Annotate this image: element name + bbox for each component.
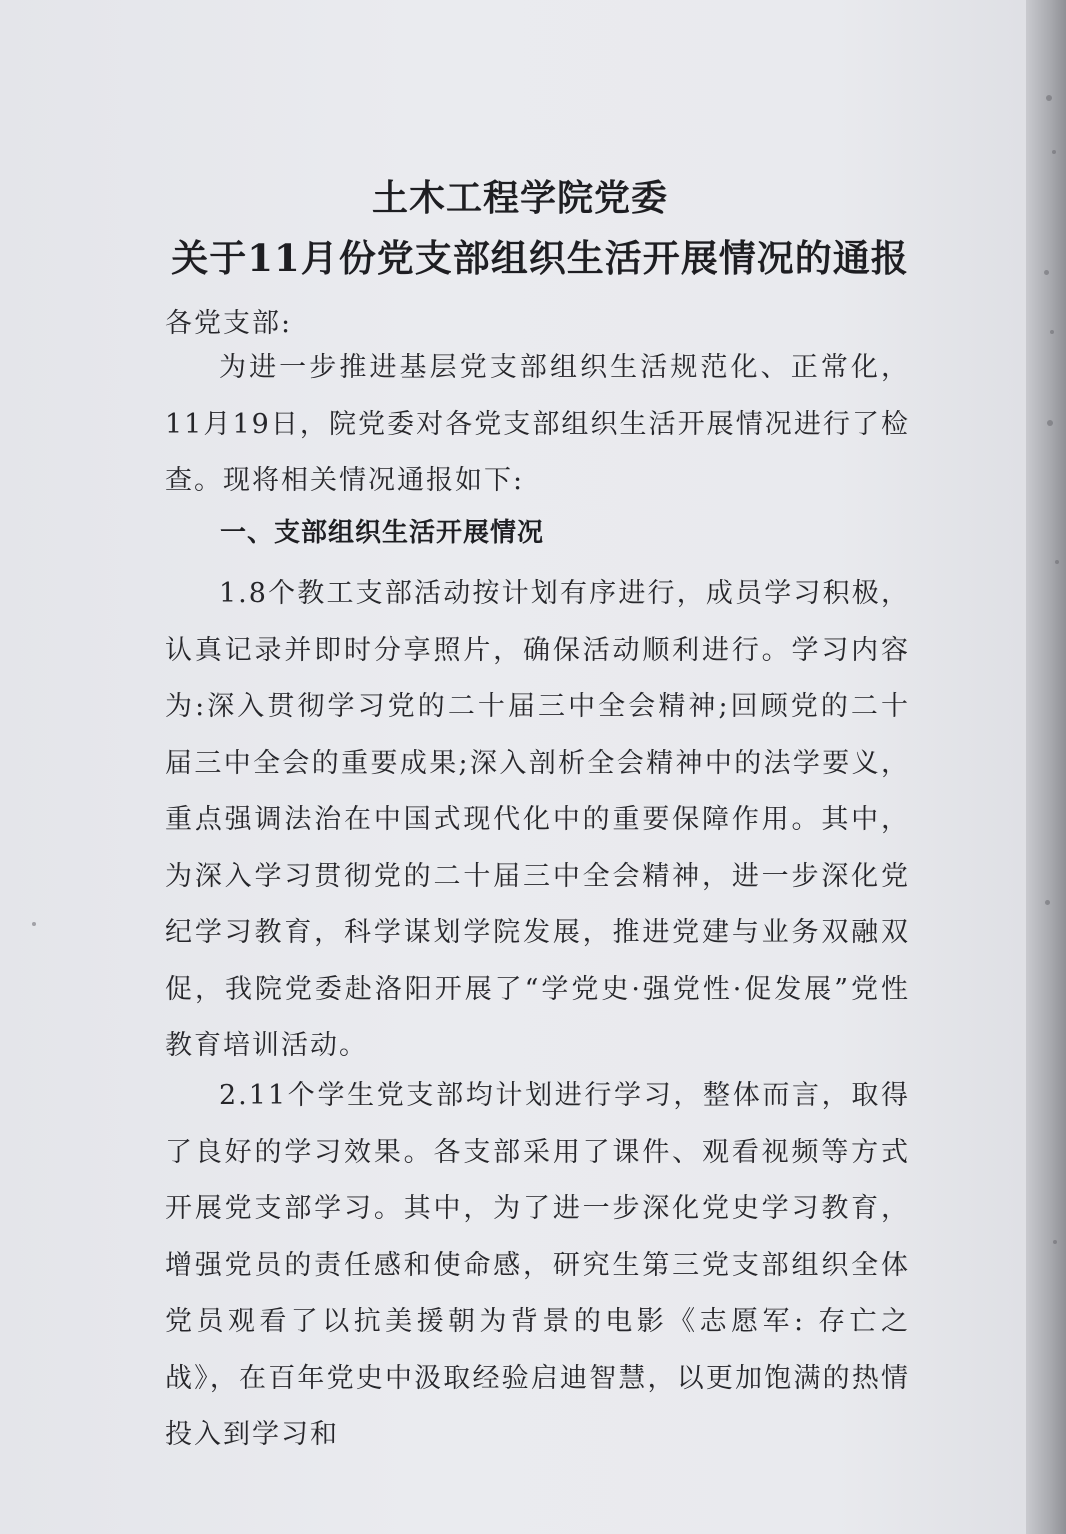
item-1-paragraph: [165, 566, 910, 1075]
paper-speck: [1045, 900, 1050, 905]
section-heading-1: 一、支部组织生活开展情况: [220, 518, 545, 548]
paper-speck: [1050, 330, 1054, 334]
intro-paragraph: [165, 340, 910, 510]
paper-speck: [1052, 150, 1056, 154]
paper-speck: [1055, 560, 1059, 564]
intro-text: 为进一步推进基层党支部组织生活规范化、正常化，11月19日，院党委对各党支部组织生活开展情况进行了检查。现将相关情况通报如下:: [165, 352, 910, 496]
document-title-line2: 关于11月份党支部组织生活开展情况的通报: [171, 236, 909, 280]
paper-speck: [32, 922, 36, 926]
paper-speck: [1046, 95, 1052, 101]
paper-speck: [1047, 420, 1053, 426]
item-2-paragraph: [165, 1068, 910, 1464]
paper-speck: [1044, 270, 1049, 275]
salutation: 各党支部:: [165, 308, 293, 339]
item-1-text: 1.8个教工支部活动按计划有序进行，成员学习积极，认真记录并即时分享照片，确保活动顺利进行。学习内容为:深入贯彻学习党的二十届三中全会精神;回顾党的二十届三中全会的重要成果;深入剖析全会精神中的法学要义，重点强调法治在中国式现代化中的重要保障作用。其中，为深入学习贯彻党的二十届三中全会精神，进一步深化党纪学习教育，科学谋划学院发展，推进党建与业务双融双促，我院党委赴洛阳开展了“学党史·强党性·促发展”党性教育培训活动。: [165, 578, 910, 1061]
paper-edge-shadow: [1026, 0, 1066, 1534]
item-2-text: 2.11个学生党支部均计划进行学习，整体而言，取得了良好的学习效果。各支部采用了课件、观看视频等方式开展党支部学习。其中，为了进一步深化党史学习教育，增强党员的责任感和使命感，研究生第三党支部组织全体党员观看了以抗美援朝为背景的电影《志愿军: 存亡之战》，在百年党史中汲取经验启迪智慧，以更加饱满的热情投入到学习和: [165, 1080, 910, 1450]
document-title-line1: 土木工程学院党委: [371, 177, 668, 219]
paper-speck: [1053, 1240, 1057, 1244]
